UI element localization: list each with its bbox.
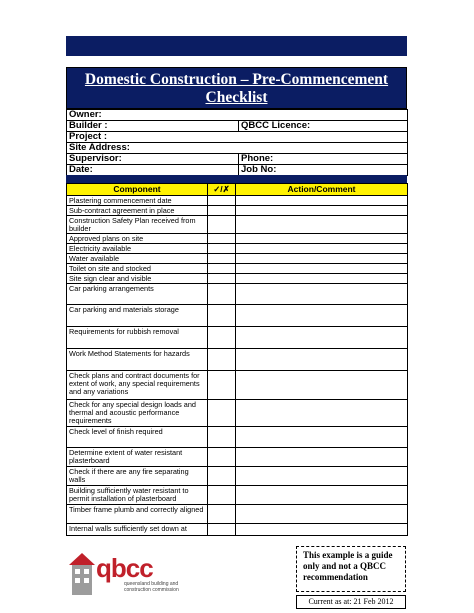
table-row [67, 427, 408, 448]
check-cell[interactable] [208, 327, 236, 349]
action-comment-cell[interactable] [236, 274, 408, 284]
action-comment-cell[interactable] [236, 371, 408, 400]
check-cell[interactable] [208, 349, 236, 371]
builder-row [67, 121, 408, 132]
table-row [67, 206, 408, 216]
site-address-field[interactable]: Site Address: [67, 143, 408, 154]
component-cell: Approved plans on site [67, 234, 208, 244]
top-banner [66, 36, 407, 56]
table-row [67, 505, 408, 524]
component-cell: Car parking and materials storage [67, 305, 208, 327]
date-field[interactable]: Date: [67, 165, 239, 176]
component-cell: Electricity available [67, 244, 208, 254]
action-comment-cell[interactable] [236, 244, 408, 254]
builder-field[interactable]: Builder : [67, 121, 239, 132]
component-cell: Plastering commencement date [67, 196, 208, 206]
check-cell[interactable] [208, 274, 236, 284]
table-row [67, 327, 408, 349]
checklist-header-row [67, 184, 408, 196]
component-header: Component [67, 184, 208, 196]
table-row [67, 349, 408, 371]
component-cell: Determine extent of water resistant plasterboard [67, 448, 208, 467]
action-comment-cell[interactable] [236, 349, 408, 371]
action-comment-cell[interactable] [236, 264, 408, 274]
action-comment-cell[interactable] [236, 448, 408, 467]
table-row [67, 524, 408, 536]
action-comment-cell[interactable] [236, 524, 408, 536]
qbcc-licence-field[interactable]: QBCC Licence: [239, 121, 408, 132]
table-row [67, 244, 408, 254]
table-row [67, 467, 408, 486]
check-cell[interactable] [208, 448, 236, 467]
title-line-1: Domestic Construction – Pre-Commencement [84, 71, 389, 88]
component-cell: Car parking arrangements [67, 284, 208, 305]
table-row [67, 400, 408, 427]
phone-field[interactable]: Phone: [239, 154, 408, 165]
check-cell[interactable] [208, 467, 236, 486]
table-row [67, 284, 408, 305]
check-cell[interactable] [208, 427, 236, 448]
action-comment-cell[interactable] [236, 284, 408, 305]
check-cell[interactable] [208, 284, 236, 305]
project-info-table [66, 109, 408, 176]
table-row [67, 486, 408, 505]
title-box [66, 67, 407, 109]
page-title [67, 68, 406, 107]
component-cell: Internal walls sufficiently set down at [67, 524, 208, 536]
check-cell[interactable] [208, 244, 236, 254]
table-row [67, 274, 408, 284]
date-row [67, 165, 408, 176]
component-cell: Check level of finish required [67, 427, 208, 448]
action-comment-cell[interactable] [236, 486, 408, 505]
component-cell: Check if there are any fire separating walls [67, 467, 208, 486]
check-cell[interactable] [208, 486, 236, 505]
check-cell[interactable] [208, 206, 236, 216]
project-row [67, 132, 408, 143]
supervisor-row [67, 154, 408, 165]
check-cell[interactable] [208, 196, 236, 206]
component-cell: Check plans and contract documents for extent of work, any special requirements and any variations [67, 371, 208, 400]
component-cell: Requirements for rubbish removal [67, 327, 208, 349]
check-cell[interactable] [208, 400, 236, 427]
component-cell: Water available [67, 254, 208, 264]
action-comment-cell[interactable] [236, 305, 408, 327]
action-comment-cell[interactable] [236, 327, 408, 349]
site-address-row [67, 143, 408, 154]
check-cell[interactable] [208, 254, 236, 264]
component-cell: Work Method Statements for hazards [67, 349, 208, 371]
component-cell: Timber frame plumb and correctly aligned [67, 505, 208, 524]
action-comment-cell[interactable] [236, 216, 408, 234]
component-cell: Construction Safety Plan received from builder [67, 216, 208, 234]
qbcc-logo-text: qbcc [96, 553, 153, 583]
table-row [67, 234, 408, 244]
project-field[interactable]: Project : [67, 132, 408, 143]
table-row [67, 196, 408, 206]
check-cell[interactable] [208, 371, 236, 400]
building-icon [69, 553, 95, 595]
action-comment-cell[interactable] [236, 467, 408, 486]
table-row [67, 264, 408, 274]
action-comment-header: Action/Comment [236, 184, 408, 196]
action-comment-cell[interactable] [236, 196, 408, 206]
table-row [67, 216, 408, 234]
current-as-at: Current as at: 21 Feb 2012 [296, 595, 406, 609]
section-divider [66, 175, 407, 183]
check-cell[interactable] [208, 234, 236, 244]
action-comment-cell[interactable] [236, 505, 408, 524]
owner-field[interactable]: Owner: [67, 110, 408, 121]
qbcc-logo-subtitle: queensland building and construction commission [124, 581, 179, 593]
table-row [67, 371, 408, 400]
action-comment-cell[interactable] [236, 254, 408, 264]
checklist-table [66, 183, 408, 536]
action-comment-cell[interactable] [236, 206, 408, 216]
table-row [67, 448, 408, 467]
supervisor-field[interactable]: Supervisor: [67, 154, 239, 165]
action-comment-cell[interactable] [236, 427, 408, 448]
check-cell[interactable] [208, 505, 236, 524]
component-cell: Toilet on site and stocked [67, 264, 208, 274]
action-comment-cell[interactable] [236, 400, 408, 427]
component-cell: Check for any special design loads and thermal and acoustic performance requirements [67, 400, 208, 427]
title-line-2: Checklist [205, 89, 268, 106]
job-no-field[interactable]: Job No: [239, 165, 408, 176]
check-cell[interactable] [208, 264, 236, 274]
component-cell: Sub-contract agreement in place [67, 206, 208, 216]
owner-row [67, 110, 408, 121]
component-cell: Site sign clear and visible [67, 274, 208, 284]
check-cell[interactable] [208, 524, 236, 536]
check-cell[interactable] [208, 216, 236, 234]
check-header: ✓/✗ [208, 184, 236, 196]
check-cell[interactable] [208, 305, 236, 327]
component-cell: Building sufficiently water resistant to permit installation of plasterboard [67, 486, 208, 505]
table-row [67, 254, 408, 264]
table-row [67, 305, 408, 327]
action-comment-cell[interactable] [236, 234, 408, 244]
guide-disclaimer: This example is a guide only and not a QBCC recommendation [296, 546, 406, 592]
